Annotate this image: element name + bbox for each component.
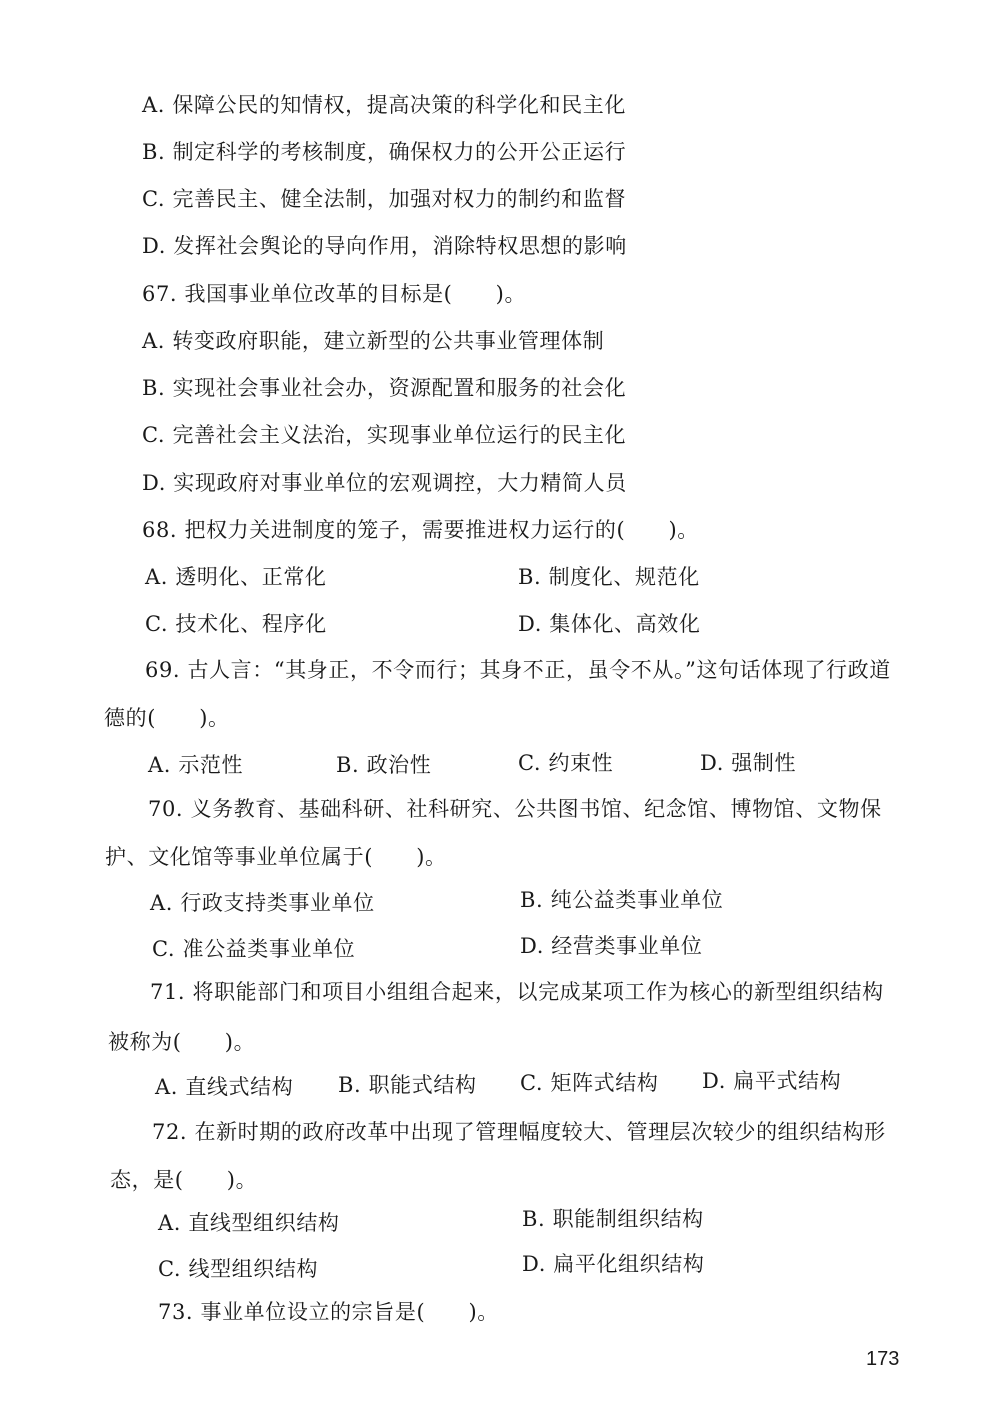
q69-option-d: D. 强制性 bbox=[700, 751, 797, 775]
q67-option-d: D. 实现政府对事业单位的宏观调控，大力精简人员 bbox=[142, 471, 627, 495]
q66-option-c: C. 完善民主、健全法制，加强对权力的制约和监督 bbox=[142, 187, 627, 211]
q71-option-a: A. 直线式结构 bbox=[155, 1075, 294, 1099]
q69-option-c: C. 约束性 bbox=[518, 751, 614, 775]
q66-option-a: A. 保障公民的知情权，提高决策的科学化和民主化 bbox=[142, 93, 626, 117]
q72-option-d: D. 扁平化组织结构 bbox=[522, 1252, 705, 1276]
q72-stem-line2: 态，是( )。 bbox=[110, 1168, 258, 1192]
q72-option-b: B. 职能制组织结构 bbox=[522, 1207, 704, 1231]
q70-option-a: A. 行政支持类事业单位 bbox=[150, 891, 375, 915]
q68-option-b: B. 制度化、规范化 bbox=[518, 565, 700, 589]
q69-option-b: B. 政治性 bbox=[336, 753, 432, 777]
q70-stem-line1: 70. 义务教育、基础科研、社科研究、公共图书馆、纪念馆、博物馆、文物保 bbox=[148, 797, 882, 821]
q68-option-c: C. 技术化、程序化 bbox=[145, 612, 327, 636]
q71-option-d: D. 扁平式结构 bbox=[702, 1069, 842, 1093]
q67-option-c: C. 完善社会主义法治，实现事业单位运行的民主化 bbox=[142, 423, 627, 447]
q73-stem: 73. 事业单位设立的宗旨是( )。 bbox=[158, 1300, 499, 1324]
q71-stem-line1: 71. 将职能部门和项目小组组合起来，以完成某项工作为核心的新型组织结构 bbox=[150, 980, 884, 1004]
q68-stem: 68. 把权力关进制度的笼子，需要推进权力运行的( )。 bbox=[142, 518, 699, 542]
q69-stem-line2: 德的( )。 bbox=[104, 706, 230, 730]
q67-option-a: A. 转变政府职能，建立新型的公共事业管理体制 bbox=[142, 329, 605, 353]
q66-option-b: B. 制定科学的考核制度，确保权力的公开公正运行 bbox=[142, 140, 627, 164]
q70-option-c: C. 准公益类事业单位 bbox=[152, 937, 356, 961]
q68-option-a: A. 透明化、正常化 bbox=[145, 565, 327, 589]
q71-option-b: B. 职能式结构 bbox=[338, 1073, 477, 1097]
q72-stem-line1: 72. 在新时期的政府改革中出现了管理幅度较大、管理层次较少的组织结构形 bbox=[152, 1120, 886, 1144]
q68-option-d: D. 集体化、高效化 bbox=[518, 612, 701, 636]
q71-option-c: C. 矩阵式结构 bbox=[520, 1071, 659, 1095]
q72-option-a: A. 直线型组织结构 bbox=[158, 1211, 340, 1235]
q70-option-d: D. 经营类事业单位 bbox=[520, 934, 703, 958]
q70-option-b: B. 纯公益类事业单位 bbox=[520, 888, 724, 912]
q67-stem: 67. 我国事业单位改革的目标是( )。 bbox=[142, 282, 527, 306]
q67-option-b: B. 实现社会事业社会办，资源配置和服务的社会化 bbox=[142, 376, 627, 400]
q71-stem-line2: 被称为( )。 bbox=[108, 1030, 256, 1054]
q70-stem-line2: 护、文化馆等事业单位属于( )。 bbox=[105, 845, 447, 869]
q69-option-a: A. 示范性 bbox=[148, 753, 244, 777]
q72-option-c: C. 线型组织结构 bbox=[158, 1257, 319, 1281]
page-number: 173 bbox=[866, 1348, 900, 1370]
q69-stem-line1: 69. 古人言：“其身正，不令而行；其身不正，虽令不从。”这句话体现了行政道 bbox=[145, 658, 891, 682]
q66-option-d: D. 发挥社会舆论的导向作用，消除特权思想的影响 bbox=[142, 234, 627, 258]
